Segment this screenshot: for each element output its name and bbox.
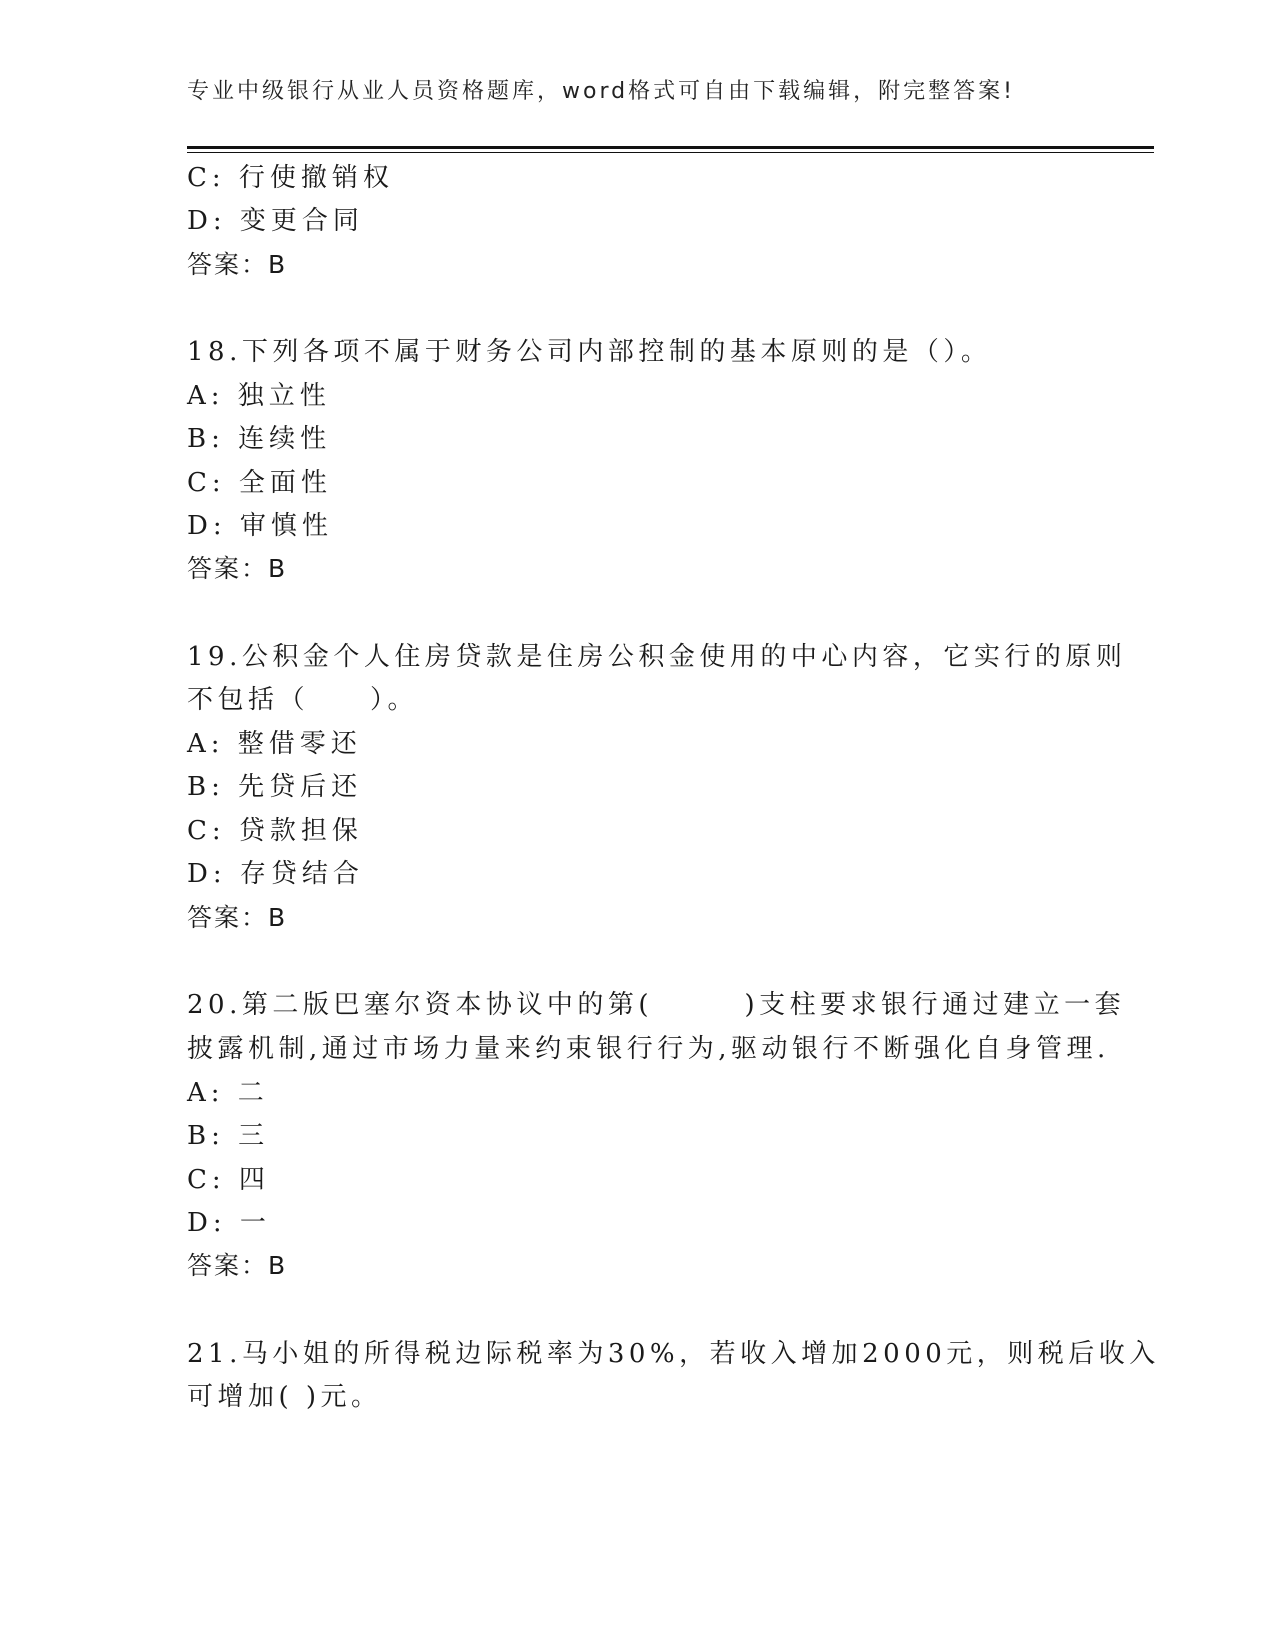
q20-stem-line2: 披露机制,通过市场力量来约束银行行为,驱动银行不断强化自身管理. <box>187 1034 1110 1064</box>
q18-answer: 答案：B <box>187 554 288 583</box>
q17-option-d: D: 变更合同 <box>187 206 364 236</box>
q18-option-a: A: 独立性 <box>187 381 331 411</box>
q18-option-d: D: 审慎性 <box>187 511 333 541</box>
header-rule-thick <box>187 146 1154 149</box>
q19-option-c: C: 贷款担保 <box>187 816 363 846</box>
q18-stem: 18.下列各项不属于财务公司内部控制的基本原则的是（）。 <box>187 337 992 367</box>
q20-option-a: A: 二 <box>187 1078 269 1108</box>
q17-answer: 答案：B <box>187 250 288 279</box>
q20-answer: 答案：B <box>187 1251 288 1280</box>
q20-option-b: B: 三 <box>187 1121 270 1151</box>
q18-option-b: B: 连续性 <box>187 424 332 454</box>
q21-stem-line1: 21.马小姐的所得税边际税率为30%，若收入增加2000元，则税后收入 <box>187 1339 1160 1369</box>
q18-option-c: C: 全面性 <box>187 468 332 498</box>
q17-option-c: C: 行使撤销权 <box>187 163 394 193</box>
q19-stem-line2: 不包括（ ）。 <box>187 685 419 715</box>
q20-stem-line1: 20.第二版巴塞尔资本协议中的第( )支柱要求银行通过建立一套 <box>187 990 1126 1020</box>
q19-stem-line1: 19.公积金个人住房贷款是住房公积金使用的中心内容，它实行的原则 <box>187 642 1127 672</box>
q21-stem-line2: 可增加( )元。 <box>187 1382 382 1412</box>
q20-option-c: C: 四 <box>187 1165 270 1195</box>
q19-option-d: D: 存贷结合 <box>187 859 364 889</box>
q19-answer: 答案：B <box>187 903 288 932</box>
q19-option-b: B: 先贷后还 <box>187 772 363 802</box>
q19-option-a: A: 整借零还 <box>187 729 362 759</box>
header-rule-thin <box>187 152 1154 153</box>
page-header: 专业中级银行从业人员资格题库，word格式可自由下载编辑，附完整答案! <box>187 79 1015 104</box>
q20-option-d: D: 一 <box>187 1208 271 1238</box>
